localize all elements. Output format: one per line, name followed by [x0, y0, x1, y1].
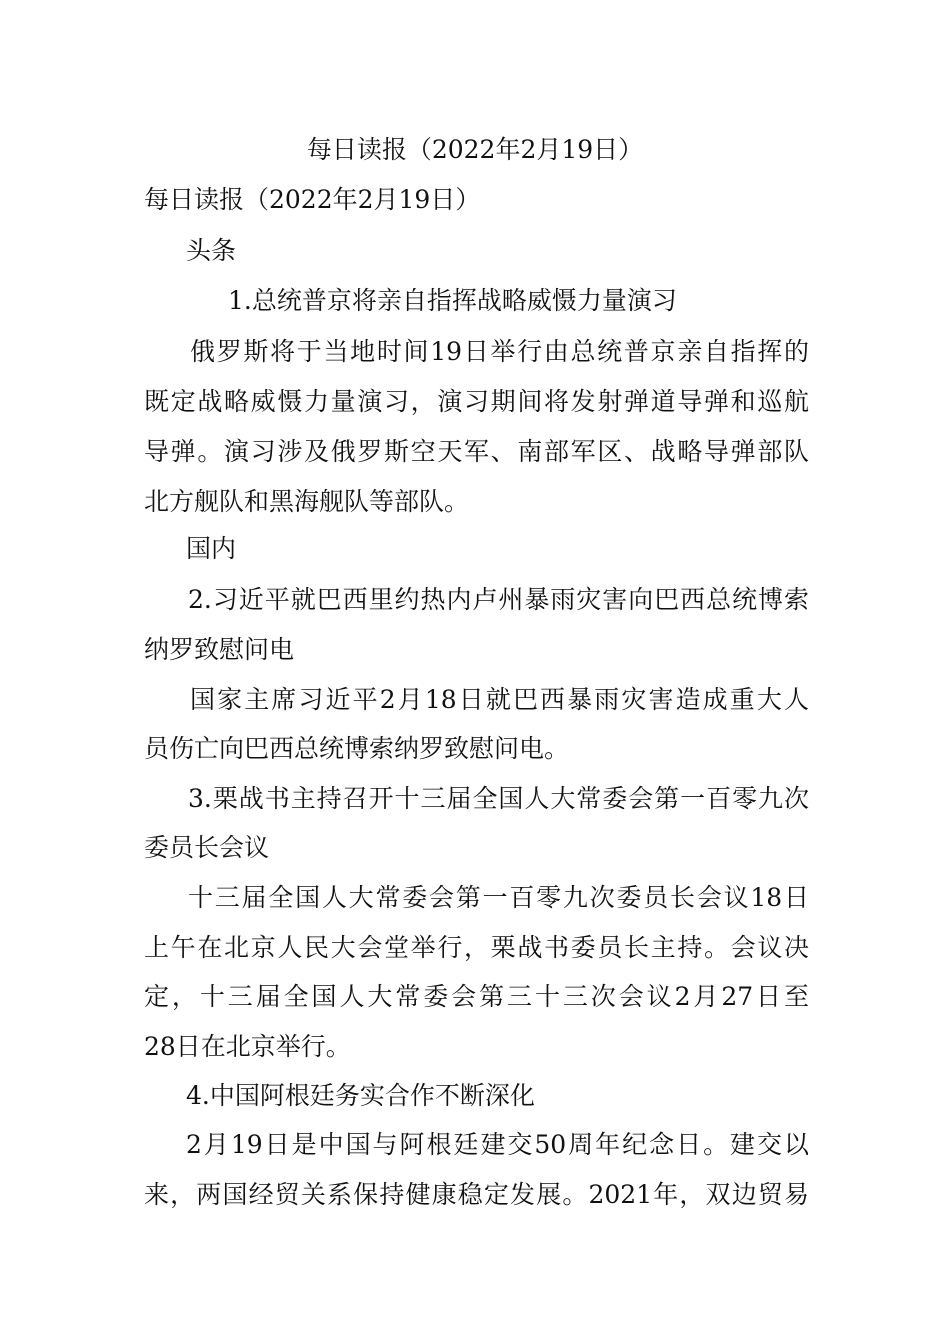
item-2-body-line-2: 员伤亡向巴西总统博索纳罗致慰问电。 [144, 734, 570, 763]
section-heading-headline: 头条 [186, 236, 237, 265]
item-2-heading-line-1: 2.习近平就巴西里约热内卢州暴雨灾害向巴西总统博索 [188, 585, 809, 614]
item-4-body-line-1: 2月19日是中国与阿根廷建交50周年纪念日。建交以 [186, 1130, 809, 1159]
item-1-body-line-3: 导弹。演习涉及俄罗斯空天军、南部军区、战略导弹部队 [144, 437, 809, 466]
item-4-body-line-2: 来，两国经贸关系保持健康稳定发展。2021年，双边贸易 [144, 1180, 809, 1209]
item-1-body-line-1: 俄罗斯将于当地时间19日举行由总统普京亲自指挥的 [190, 337, 809, 366]
item-3-heading-line-1: 3.栗战书主持召开十三届全国人大常委会第一百零九次 [188, 784, 809, 813]
item-2-heading-line-2: 纳罗致慰问电 [144, 635, 295, 664]
document-subtitle: 每日读报（2022年2月19日） [144, 185, 481, 214]
item-1-heading: 1.总统普京将亲自指挥战略威慑力量演习 [228, 286, 677, 315]
item-3-body-line-4: 28日在北京举行。 [144, 1032, 351, 1061]
section-heading-domestic: 国内 [186, 534, 237, 563]
item-3-body-line-1: 十三届全国人大常委会第一百零九次委员长会议18日 [188, 883, 809, 912]
item-3-heading-line-2: 委员长会议 [144, 833, 270, 862]
item-4-heading: 4.中国阿根廷务实合作不断深化 [186, 1081, 535, 1110]
item-2-body-line-1: 国家主席习近平2月18日就巴西暴雨灾害造成重大人 [190, 685, 809, 714]
item-1-body-line-2: 既定战略威慑力量演习，演习期间将发射弹道导弹和巡航 [144, 387, 809, 416]
item-3-body-line-2: 上午在北京人民大会堂举行，栗战书委员长主持。会议决 [144, 933, 809, 962]
item-1-body-line-4: 北方舰队和黑海舰队等部队。 [144, 487, 470, 516]
document-title: 每日读报（2022年2月19日） [306, 135, 644, 164]
item-3-body-line-3: 定，十三届全国人大常委会第三十三次会议2月27日至 [144, 982, 809, 1011]
